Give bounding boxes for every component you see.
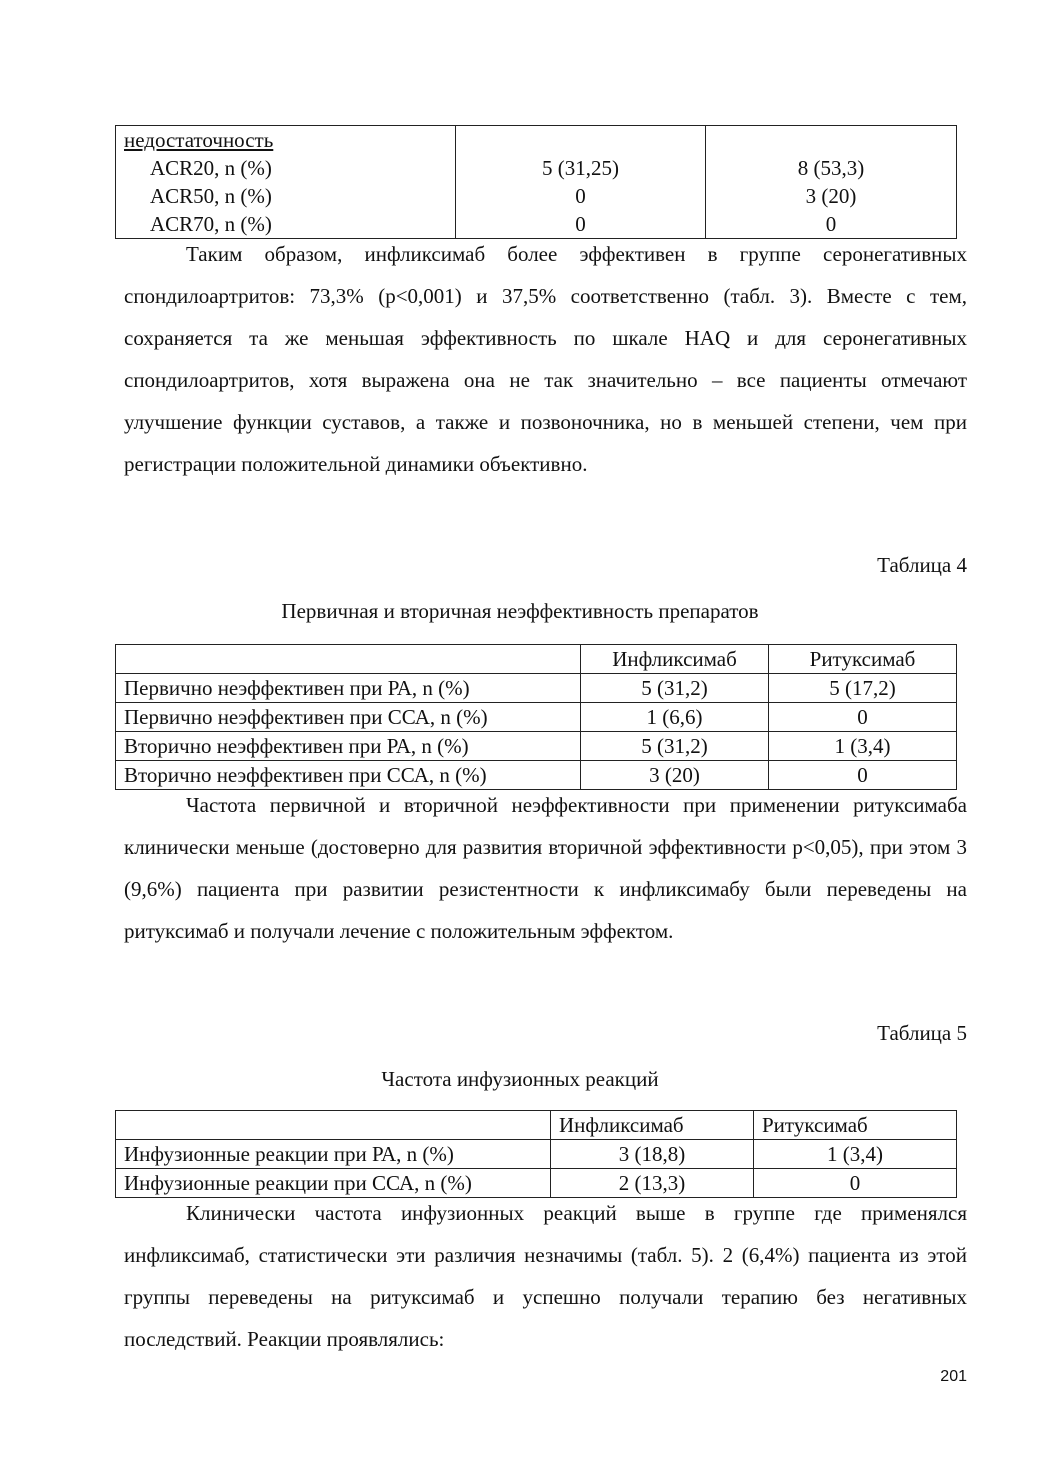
paragraph-3 [124, 1192, 967, 1360]
paragraph-2 [124, 784, 967, 952]
row-label: ACR20, n (%) [150, 156, 272, 180]
row-label: Инфузионные реакции при ССА, n (%) [116, 1169, 551, 1198]
cell-value: 0 [825, 212, 837, 236]
cell-value: 0 [754, 1169, 957, 1198]
table-row [116, 703, 957, 732]
table-row [116, 1140, 957, 1169]
row-label: Первично неэффективен при РА, n (%) [116, 674, 581, 703]
table-cell-col-a [456, 126, 706, 239]
cell-value: 5 (31,2) [581, 732, 769, 761]
table4 [115, 644, 957, 790]
table-header-row [116, 1111, 957, 1140]
cell-value: 3 (20) [581, 761, 769, 790]
table-row [116, 732, 957, 761]
table5-number: Таблица 5 [877, 1021, 967, 1045]
cell-value: 8 (53,3) [797, 156, 865, 180]
header-cell-infliximab: Инфликсимаб [551, 1111, 754, 1140]
cell-value: 1 (3,4) [769, 732, 957, 761]
paragraph-2-text: Частота первичной и вторичной неэффективности при применении ритуксимаба клинически меньше (достоверно для развития вторичной эффективности p<0,05), при этом 3 (9,6%) пациента при развитии резистентности к инфликсимабу были переведены на ритуксимаб и получали лечение с положительным эффектом. [124, 793, 967, 943]
table4-number: Таблица 4 [877, 553, 967, 577]
row-label: Вторично неэффективен при ССА, n (%) [116, 761, 581, 790]
table-row [116, 126, 957, 239]
cell-value: 3 (20) [805, 184, 857, 208]
cell-value: 0 [575, 212, 586, 236]
header-cell-rituximab: Ритуксимаб [754, 1111, 957, 1140]
row-label: Первично неэффективен при ССА, n (%) [116, 703, 581, 732]
cell-value: 1 (6,6) [581, 703, 769, 732]
row-label: Вторично неэффективен при РА, n (%) [116, 732, 581, 761]
table5 [115, 1110, 957, 1198]
cell-value: 3 (18,8) [551, 1140, 754, 1169]
header-cell-infliximab: Инфликсимаб [581, 645, 769, 674]
page-number: 201 [940, 1368, 967, 1385]
cell-value: 5 (31,25) [542, 156, 619, 180]
table-cell-label [116, 126, 456, 239]
header-cell-rituximab: Ритуксимаб [769, 645, 957, 674]
paragraph-1 [124, 233, 967, 485]
cell-value: 0 [769, 703, 957, 732]
results-table-continuation [115, 125, 957, 239]
paragraph-1-text: Таким образом, инфликсимаб более эффективен в группе серонегативных спондилоартритов: 73,3% (p<0,001) и 37,5% соответственно (табл. 3). Вместе с тем, сохраняется та же меньшая эффективность по шкале HAQ и для серонегативных спондилоартритов, хотя выражена она не так значительно – все пациенты отмечают улучшение функции суставов, а также и позвоночника, но в меньшей степени, чем при регистрации положительной динамики объективно. [124, 242, 967, 476]
table-header-row [116, 645, 957, 674]
cell-value: 5 (31,2) [581, 674, 769, 703]
table5-title: Частота инфузионных реакций [381, 1067, 659, 1091]
cell-value: 0 [769, 761, 957, 790]
table-cell-col-b [706, 126, 957, 239]
cell-value: 0 [575, 184, 586, 208]
cell-value: 2 (13,3) [551, 1169, 754, 1198]
row-label: ACR70, n (%) [150, 212, 272, 236]
table4-title: Первичная и вторичная неэффективность препаратов [281, 599, 759, 623]
cell-value: 1 (3,4) [754, 1140, 957, 1169]
header-cell-empty [116, 1111, 551, 1140]
row-label-top: недостаточность [124, 128, 274, 152]
header-cell-empty [116, 645, 581, 674]
row-label: ACR50, n (%) [150, 184, 272, 208]
paragraph-3-text: Клинически частота инфузионных реакций выше в группе где применялся инфликсимаб, статистически эти различия незначимы (табл. 5). 2 (6,4%) пациента из этой группы переведены на ритуксимаб и успешно получали терапию без негативных последствий. Реакции проявлялись: [124, 1201, 967, 1351]
table-row [116, 674, 957, 703]
row-label: Инфузионные реакции при РА, n (%) [116, 1140, 551, 1169]
cell-value: 5 (17,2) [769, 674, 957, 703]
